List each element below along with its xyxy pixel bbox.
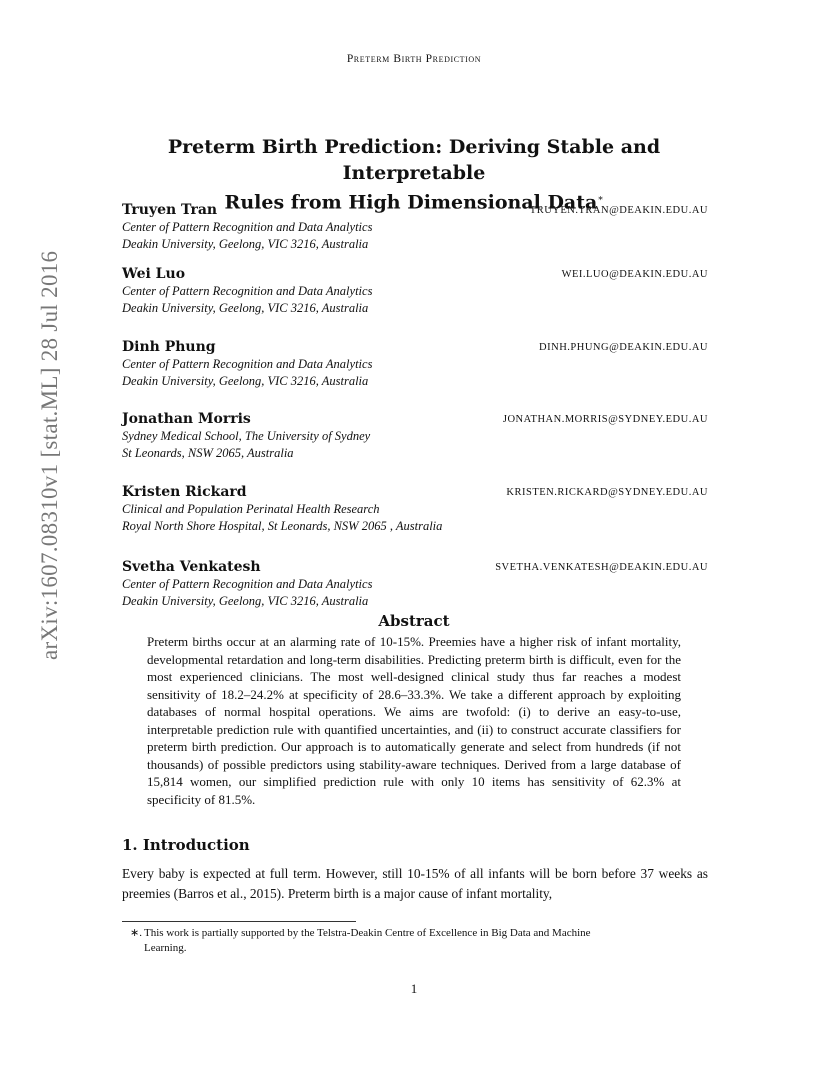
author-address: Deakin University, Geelong, VIC 3216, Australia	[122, 300, 369, 315]
author-block	[122, 202, 708, 252]
arxiv-identifier[interactable]: arXiv:1607.08310v1 [stat.ML] 28 Jul 2016	[37, 250, 62, 660]
footnote-marker: ∗.	[130, 927, 142, 939]
footnote-text-line-1: This work is partially supported by the Telstra-Deakin Centre of Excellence in Big Data and Machine	[144, 927, 591, 939]
author-block	[122, 484, 708, 534]
author-name: Jonathan Morris	[122, 411, 251, 427]
author-name: Svetha Venkatesh	[122, 559, 261, 575]
author-email[interactable]: WEI.LUO@DEAKIN.EDU.AU	[561, 269, 708, 280]
title-footnote-marker: ∗	[597, 194, 604, 204]
intro-paragraph: Every baby is expected at full term. However, still 10-15% of all infants will be born before 37 weeks as preemies (Barros et al., 2015). Preterm birth is a major cause of infant mortality,	[122, 866, 708, 901]
author-name: Dinh Phung	[122, 339, 216, 355]
author-affiliation: Sydney Medical School, The University of Sydney	[122, 429, 371, 443]
author-block	[122, 411, 708, 461]
author-name: Truyen Tran	[122, 202, 218, 218]
author-block	[122, 339, 708, 389]
author-affiliation: Center of Pattern Recognition and Data Analytics	[122, 220, 373, 234]
title-line-2-text: Rules from High Dimensional Data	[224, 191, 598, 214]
abstract-heading: Abstract	[378, 612, 450, 630]
footnote-text-line-2: Learning.	[144, 942, 187, 954]
abstract-text: Preterm births occur at an alarming rate of 10-15%. Preemies have a higher risk of infant mortality, developmental retardation and long-term disabilities. Predicting preterm birth is difficult, even for the most experienced clinicians. The most well-designed clinical study thus far reaches a modest sensitivity of 18.2–24.2% at specificity of 28.6–33.3%. We take a different approach by exploiting databases of normal hospital operations. We aims are twofold: (i) to derive an easy-to-use, interpretable prediction rule with quantified uncertainties, and (ii) to construct accurate classifiers for preterm birth prediction. Our approach is to automatically generate and select from hundreds (if not thousands) of possible predictors using stability-aware techniques. Derived from a large database of 15,814 women, our simplified prediction rule with only 10 items has sensitivity of 62.3% at specificity of 81.5%.	[147, 634, 681, 807]
author-name: Wei Luo	[122, 266, 186, 282]
author-email[interactable]: TRUYEN.TRAN@DEAKIN.EDU.AU	[529, 205, 708, 216]
author-address: Deakin University, Geelong, VIC 3216, Australia	[122, 236, 369, 251]
footnote	[122, 926, 708, 956]
author-email[interactable]: KRISTEN.RICKARD@SYDNEY.EDU.AU	[506, 487, 708, 498]
author-affiliation: Center of Pattern Recognition and Data Analytics	[122, 357, 373, 371]
author-affiliation: Clinical and Population Perinatal Health Research	[122, 502, 380, 516]
author-address: Royal North Shore Hospital, St Leonards, NSW 2065 , Australia	[122, 518, 443, 533]
running-head: Preterm Birth Prediction	[346, 53, 482, 65]
page-number: 1	[410, 981, 418, 996]
author-address: St Leonards, NSW 2065, Australia	[122, 445, 294, 460]
author-email[interactable]: DINH.PHUNG@DEAKIN.EDU.AU	[539, 342, 708, 353]
author-name: Kristen Rickard	[122, 484, 247, 500]
title-line-1: Preterm Birth Prediction: Deriving Stable and Interpretable	[167, 136, 661, 184]
section-heading: 1. Introduction	[122, 836, 250, 854]
author-address: Deakin University, Geelong, VIC 3216, Australia	[122, 373, 369, 388]
author-affiliation: Center of Pattern Recognition and Data Analytics	[122, 577, 373, 591]
author-email[interactable]: SVETHA.VENKATESH@DEAKIN.EDU.AU	[495, 562, 708, 573]
author-block	[122, 266, 708, 316]
author-block	[122, 559, 708, 609]
author-address: Deakin University, Geelong, VIC 3216, Australia	[122, 593, 369, 608]
footnote-rule	[122, 921, 356, 922]
author-email[interactable]: JONATHAN.MORRIS@SYDNEY.EDU.AU	[502, 414, 708, 425]
author-affiliation: Center of Pattern Recognition and Data Analytics	[122, 284, 373, 298]
